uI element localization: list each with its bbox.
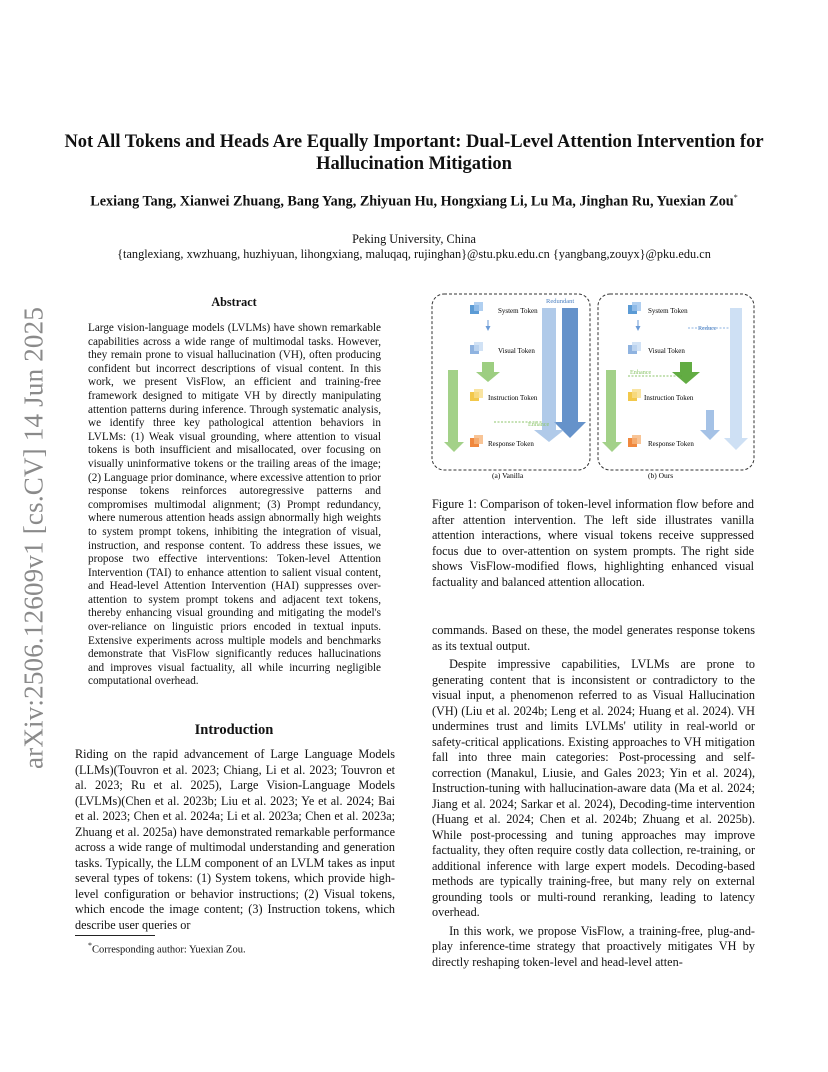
response-token-label-b: Response Token: [648, 440, 694, 448]
green-flow-arrow-a: [444, 370, 464, 452]
subcaption-vanilla: (a) Vanilla: [492, 471, 524, 480]
response-token-label-a: Response Token: [488, 440, 534, 448]
instruction-token-label-b: Instruction Token: [644, 394, 694, 402]
footnote-rule: [75, 935, 155, 936]
author-emails: {tanglexiang, xwzhuang, huzhiyuan, lihongxiang, maluqaq, rujinghan}@stu.pku.edu.cn {yangbang,zouyx}@pku.edu.cn: [117, 247, 711, 261]
visual-token-icon-b: [628, 342, 641, 354]
visual-token-label-a: Visual Token: [498, 347, 535, 355]
system-token-label-a: System Token: [498, 307, 538, 315]
system-token-icon-a: [470, 302, 483, 314]
redundant-flow-arrow: [554, 308, 586, 438]
footnote-text: Corresponding author: Yuexian Zou.: [92, 944, 246, 956]
subcaption-ours: (b) Ours: [648, 471, 674, 480]
footnote-mark: *: [88, 941, 92, 950]
corresponding-mark: *: [733, 193, 738, 202]
figure-1-diagram: [430, 290, 756, 490]
response-token-icon-b: [628, 435, 641, 447]
footnote: [88, 939, 388, 957]
arxiv-id-text: arXiv:2506.12609v1 [cs.CV] 14 Jun 2025: [18, 306, 49, 770]
response-token-icon-a: [470, 435, 483, 447]
paragraph-continuation: commands. Based on these, the model generates response tokens as its textual output.: [432, 623, 755, 653]
visual-token-label-b: Visual Token: [648, 347, 685, 355]
instruction-flow-arrow-b: [700, 410, 720, 440]
visual-token-icon-a: [470, 342, 483, 354]
system-token-label-b: System Token: [648, 307, 688, 315]
green-flow-arrow-b: [602, 370, 622, 452]
arxiv-stamp: [16, 303, 52, 773]
right-column-text: [432, 623, 755, 970]
abstract-heading: Abstract: [211, 295, 257, 309]
paper-title: Not All Tokens and Heads Are Equally Important: Dual-Level Attention Intervention for Hallucination Mitigation: [64, 132, 764, 174]
paragraph-vh-background: Despite impressive capabilities, LVLMs are prone to generating content that is inconsistent or contradictory to the visual input, a phenomenon referred to as Visual Hallucination (VH) (Liu et al. 2024b; Leng et al. 2024; Huang et al. 2024). VH undermines trust and limits LVLMs' utility in real-world or safety-critical applications. Existing approaches to VH mitigation fall into three main categories: Post-processing and self-correction (Manakul, Liusie, and Gales 2023; Yin et al. 2024), Instruction-tuning with hallucination-aware data (Ma et al. 2024; Jiang et al. 2024; Sarkar et al. 2024), Decoding-time intervention (Huang et al. 2024; Chen et al. 2024b; Zhuang et al. 2025b). While post-processing and tuning approaches may improve factuality, they often require costly data collection, re-training, or additional inference with large expert models. Decoding-based methods are typically training-free, but many rely on external grounding tools or multi-round reranking, leading to latency overhead.: [432, 657, 755, 919]
arrow-visual-instruction-b: [672, 362, 700, 384]
author-list: [70, 188, 758, 212]
arrow-visual-instruction-a: [476, 362, 500, 382]
abstract-text: Large vision-language models (LVLMs) have shown remarkable capabilities across a wide range of multimodal tasks. However, they remain prone to visual hallucination (VH), often producing confident but incorrect descriptions of visual content. In this work, we present VisFlow, an efficient and training-free framework designed to mitigate VH by directly manipulating attention patterns during inference. Through systematic analysis, we identify three key pathological attention behaviors in LVLMs: (1) Weak visual grounding, where attention to visual tokens is both insufficient and misallocated, over focusing on visually uninformative tokens or the trailing areas of the image; (2) Language prior dominance, where excessive attention to prior response tokens reinforces autoregressive patterns and compromises multimodal alignment; (3) Prompt redundancy, where numerous attention heads assign abnormally high weights to system prompt tokens, inhibiting the integration of visual, instruction, and response content. To address these issues, we propose two effective interventions: Token-level Attention Intervention (TAI) to enhance attention to salient visual content, and Head-level Attention Intervention (HAI) suppresses over-attention to system prompt tokens and adjacent text tokens, thereby enhancing visual grounding and mitigating the model's over-reliance on linguistic priors encoded in textual inputs. Extensive experiments across multiple models and benchmarks demonstrate that VisFlow significantly reduces hallucinations and improves visual factuality, all while incurring negligible computational overhead.: [88, 322, 381, 688]
figure-1-caption: Figure 1: Comparison of token-level information flow before and after attention intervention. The left side illustrates vanilla attention interactions, where visual tokens receive suppressed focus due to over-attention on system prompts. The right side shows VisFlow-modified flows, highlighting enhanced visual factuality and balanced attention allocation.: [432, 497, 754, 589]
system-token-icon-b: [628, 302, 641, 314]
enhance-label-b: Enhance: [630, 369, 652, 376]
affiliation-block: [60, 232, 768, 262]
author-names: Lexiang Tang, Xianwei Zhuang, Bang Yang, Zhiyuan Hu, Hongxiang Li, Lu Ma, Jinghan Ru, Yuexian Zou: [90, 193, 734, 210]
affiliation: Peking University, China: [352, 232, 476, 246]
introduction-heading: Introduction: [194, 722, 274, 738]
instruction-token-icon-b: [628, 389, 641, 401]
instruction-token-icon-a: [470, 389, 483, 401]
paragraph-visflow-proposal: In this work, we propose VisFlow, a training-free, plug-and-play inference-time strategy that proactively mitigates VH by directly reshaping token-level and head-level atten-: [432, 923, 755, 969]
figure-1: [430, 290, 756, 490]
redundant-label: Redundant: [546, 298, 575, 305]
reduce-label-b: Reduce: [698, 325, 717, 332]
enhance-label-a: Enhance: [528, 421, 550, 428]
instruction-token-label-a: Instruction Token: [488, 394, 538, 402]
introduction-text: Riding on the rapid advancement of Large Language Models (LLMs)(Touvron et al. 2023; Chiang, Li et al. 2023; Touvron et al. 2023; Ru et al. 2025), Large Vision-Language Models (LVLMs)(Chen et al. 2023b; Liu et al. 2023; Ye et al. 2024; Bai et al. 2023; Chen et al. 2024a; Li et al. 2023a; Chen et al. 2023a; Zhuang et al. 2025a) have demonstrated remarkable performance across a wide range of multimodal understanding and generation tasks. Typically, the LLM component of an LVLM takes as input several types of tokens: (1) System tokens, which provide high-level configuration or behavior instructions; (2) Visual tokens, which encode the image content; (3) Instruction tokens, which describe user queries or: [75, 747, 395, 932]
reduced-flow-arrow-b: [724, 308, 748, 450]
